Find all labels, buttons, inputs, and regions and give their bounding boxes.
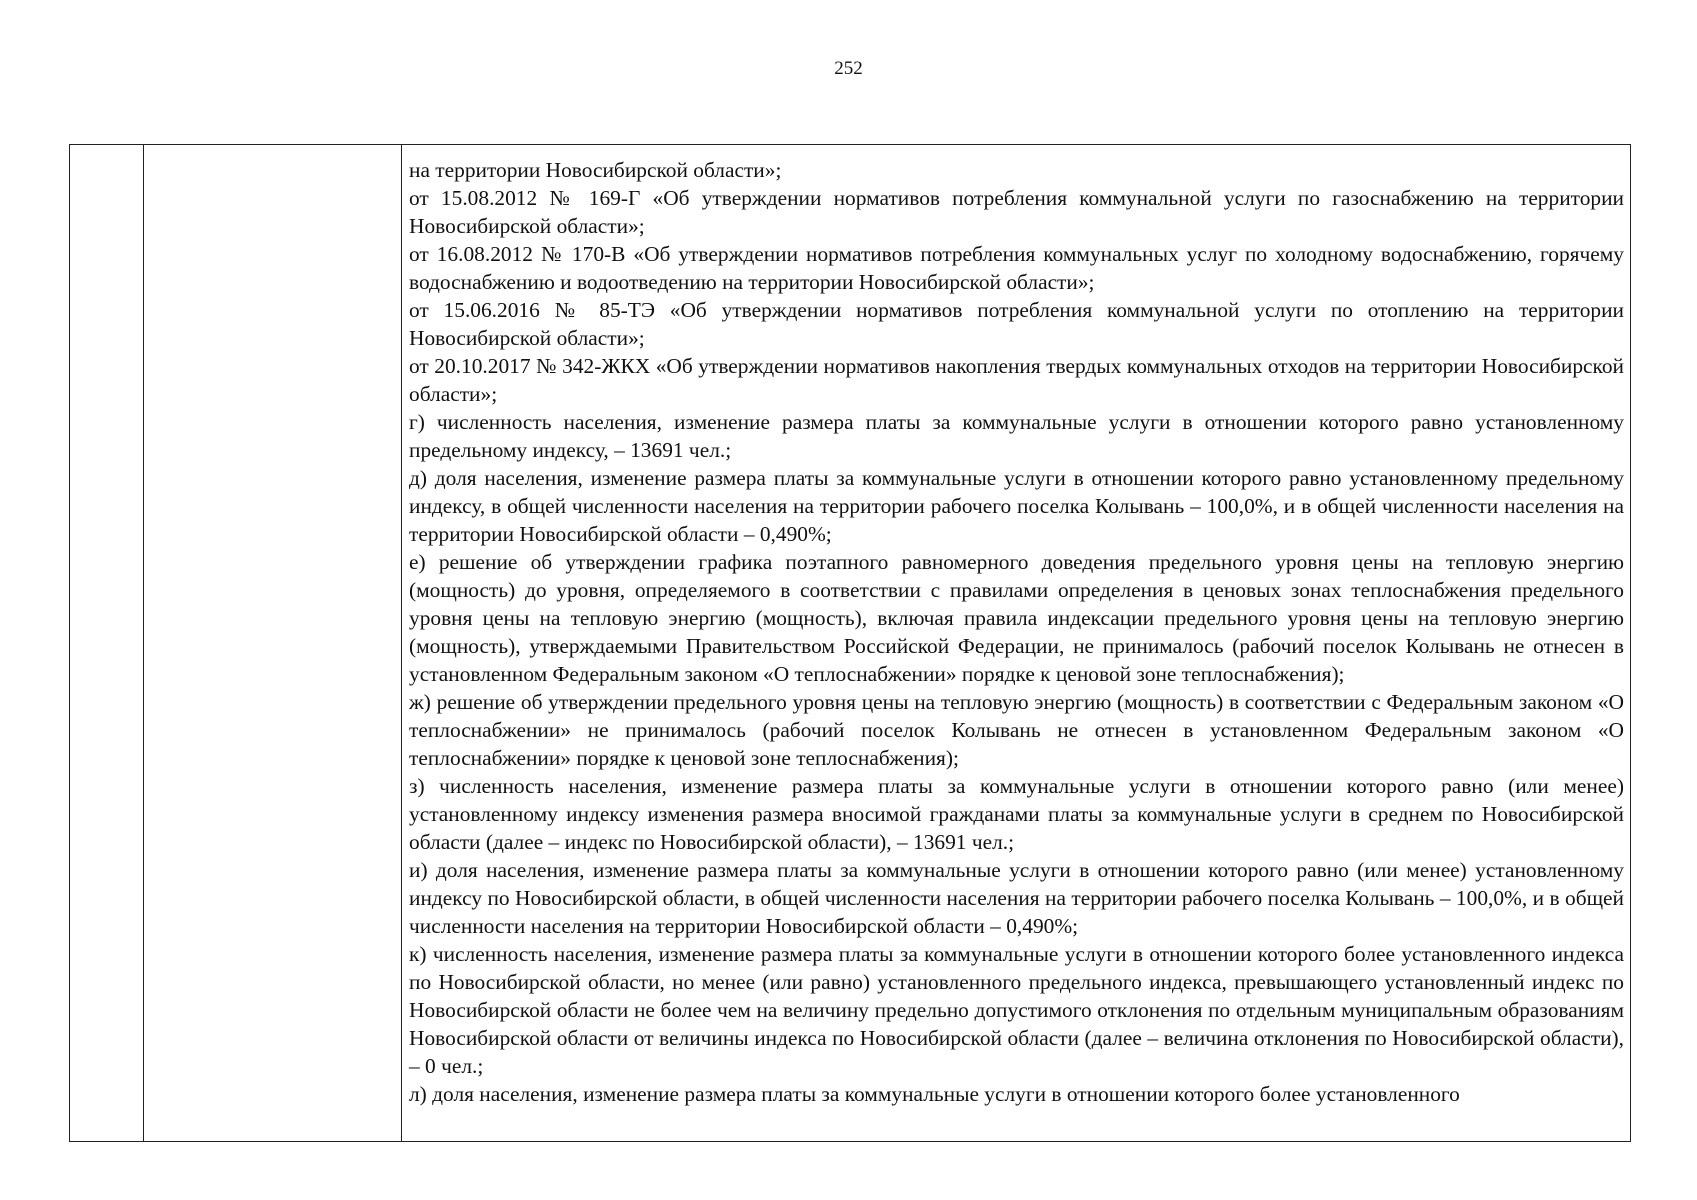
paragraph-regulation-water: от 16.08.2012 № 170-В «Об утверждении нормативов потребления коммунальных услуг по холодному водоснабжению, горячему водоснабжению и водоотведению на территории Новосибирской области»; [409, 242, 1624, 294]
paragraph-continuation: на территории Новосибирской области»; [409, 158, 782, 182]
paragraph-item-e: е) решение об утверждении графика поэтапного равномерного доведения предельного уровня цены на тепловую энергию (мощность) до уровня, определяемого в соответствии с правилами определения в ценовых зонах теплоснабжения предельного уровня цены на тепловую энергию (мощность), включая правила индексации предельного уровня цены на тепловую энергию (мощность), утверждаемыми Правительством Российской Федерации, не принималось (рабочий поселок Колывань не отнесен в установленном Федеральным законом «О теплоснабжении» порядке к ценовой зоне теплоснабжения); [409, 550, 1624, 686]
paragraph-item-z: з) численность населения, изменение размера платы за коммунальные услуги в отношении которого равно (или менее) установленному индексу изменения размера вносимой гражданами платы за коммунальные услуги в среднем по Новосибирской области (далее – индекс по Новосибирской области), – 13691 чел.; [409, 774, 1624, 854]
paragraph-item-i: и) доля населения, изменение размера платы за коммунальные услуги в отношении которого равно (или менее) установленному индексу по Новосибирской области, в общей численности населения на территории рабочего поселка Колывань – 100,0%, и в общей численности населения на территории Новосибирской области – 0,490%; [409, 858, 1624, 938]
document-table [69, 144, 1631, 1142]
paragraph-regulation-waste: от 20.10.2017 № 342-ЖКХ «Об утверждении нормативов накопления твердых коммунальных отходов на территории Новосибирской области»; [409, 354, 1624, 406]
paragraph-item-k: к) численность населения, изменение размера платы за коммунальные услуги в отношении которого более установленного индекса по Новосибирской области, но менее (или равно) установленного предельного индекса, превышающего установленный индекс по Новосибирской области не более чем на величину предельно допустимого отклонения по отдельным муниципальным образованиям Новосибирской области от величины индекса по Новосибирской области (далее – величина отклонения по Новосибирской области), – 0 чел.; [409, 942, 1624, 1078]
paragraph-item-d: д) доля населения, изменение размера платы за коммунальные услуги в отношении которого равно установленному предельному индексу, в общей численности населения на территории рабочего поселка Колывань – 100,0%, и в общей численности населения на территории Новосибирской области – 0,490%; [409, 466, 1624, 546]
table-column-content [402, 145, 1630, 1141]
page-number: 252 [834, 58, 863, 79]
paragraph-regulation-heating: от 15.06.2016 № 85-ТЭ «Об утверждении нормативов потребления коммунальной услуги по отоплению на территории Новосибирской области»; [409, 298, 1624, 350]
table-column-number [70, 145, 144, 1141]
paragraph-regulation-gas: от 15.08.2012 № 169-Г «Об утверждении нормативов потребления коммунальной услуги по газоснабжению на территории Новосибирской области»; [409, 186, 1624, 238]
paragraph-item-l: л) доля населения, изменение размера платы за коммунальные услуги в отношении которого более установленного [409, 1082, 1460, 1106]
paragraph-item-g: г) численность населения, изменение размера платы за коммунальные услуги в отношении которого равно установленному предельному индексу, – 13691 чел.; [409, 410, 1624, 462]
table-column-name [144, 145, 402, 1141]
paragraph-item-zh: ж) решение об утверждении предельного уровня цены на тепловую энергию (мощность) в соответствии с Федеральным законом «О теплоснабжении» не принималось (рабочий поселок Колывань не отнесен в установленном Федеральным законом «О теплоснабжении» порядке к ценовой зоне теплоснабжения); [409, 690, 1624, 770]
